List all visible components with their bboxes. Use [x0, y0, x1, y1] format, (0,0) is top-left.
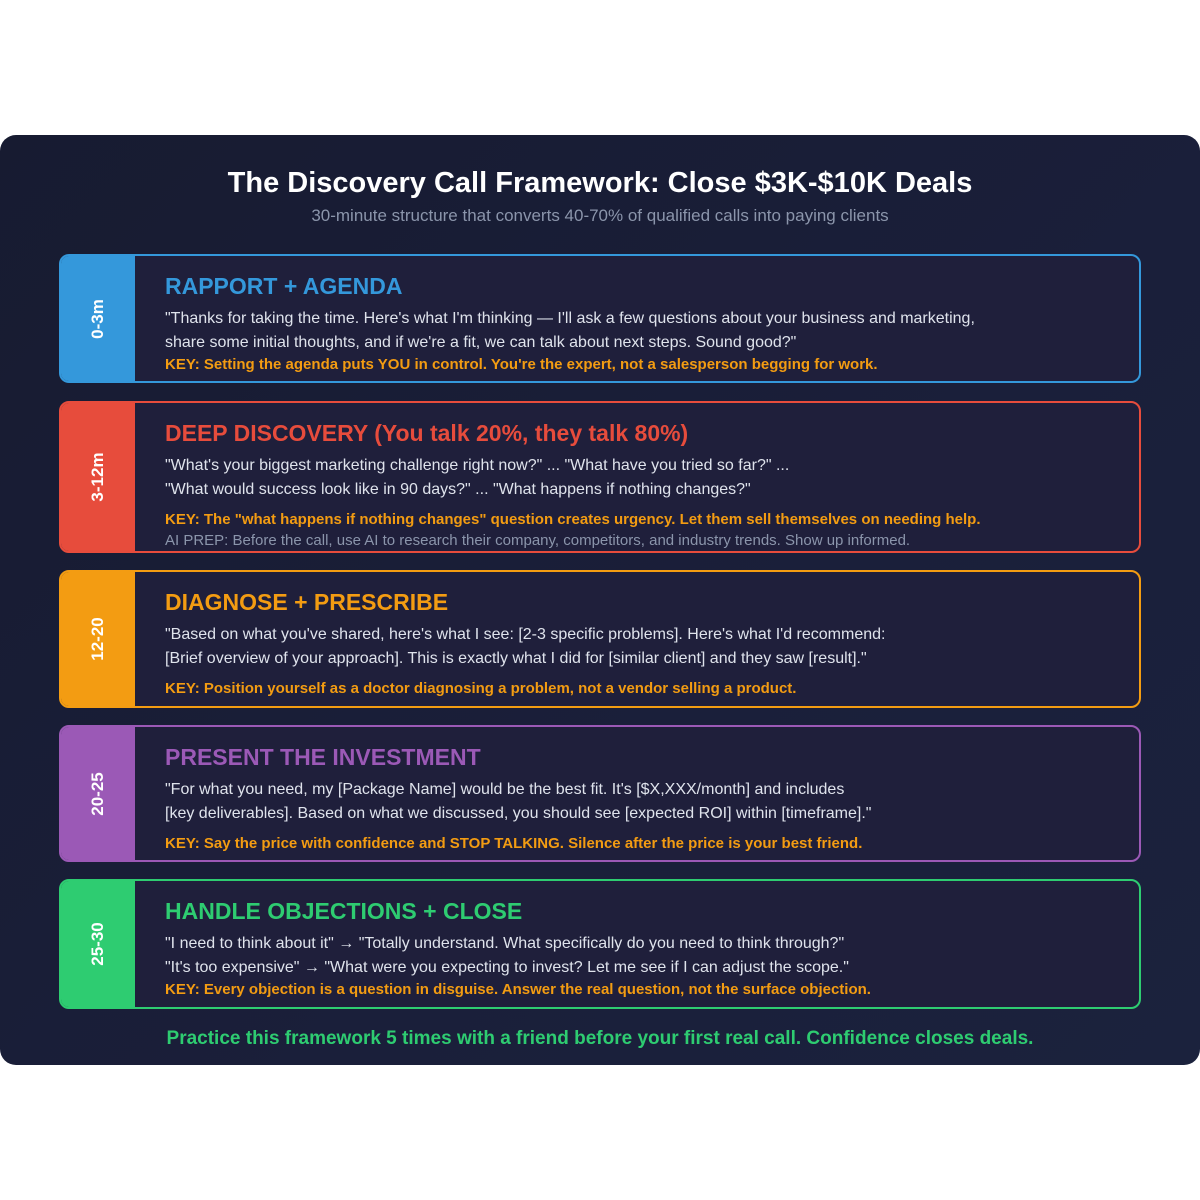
step-script: "Thanks for taking the time. Here's what I'm thinking — I'll ask a few questions about your business and marketing, share some initial thoughts, and if we're a fit, we can talk about next steps. Sound good?" — [165, 310, 975, 351]
time-tab — [61, 727, 135, 860]
step-script: "For what you need, my [Package Name] would be the best fit. It's [$X,XXX/month] and includes [key deliverables]. Based on what we discussed, you should see [expected ROI] within [timeframe]." — [165, 781, 872, 822]
time-tab — [61, 403, 135, 551]
step-title: DEEP DISCOVERY (You talk 20%, they talk 80%) — [165, 420, 689, 446]
page-subtitle: 30-minute structure that converts 40-70% of qualified calls into paying clients — [311, 206, 889, 225]
footer-note: Practice this framework 5 times with a friend before your first real call. Confidence closes deals. — [166, 1028, 1034, 1049]
time-label: 0-3m — [88, 298, 107, 339]
step-title: RAPPORT + AGENDA — [165, 273, 403, 299]
step-key: KEY: Say the price with confidence and STOP TALKING. Silence after the price is your best friend. — [165, 835, 863, 852]
ai-prep-note: AI PREP: Before the call, use AI to research their company, competitors, and industry trends. Show up informed. — [165, 532, 911, 549]
step-script: "What's your biggest marketing challenge right now?" ... "What have you tried so far?" ... "What would success look like in 90 days?" ... "What happens if nothing changes?" — [165, 457, 790, 498]
framework-card — [0, 135, 1200, 1065]
time-tab — [61, 256, 135, 381]
step-title: HANDLE OBJECTIONS + CLOSE — [165, 898, 523, 924]
time-label: 20-25 — [88, 771, 107, 816]
time-tab — [61, 572, 135, 706]
time-label: 25-30 — [88, 922, 107, 966]
page-title: The Discovery Call Framework: Close $3K-$10K Deals — [227, 167, 973, 199]
step-key: KEY: Position yourself as a doctor diagnosing a problem, not a vendor selling a product. — [165, 680, 797, 697]
time-label: 3-12m — [88, 452, 107, 502]
step-handle-objections — [59, 879, 1141, 1009]
step-present-investment — [59, 725, 1141, 862]
step-key: KEY: The "what happens if nothing changes" question creates urgency. Let them sell themselves on needing help. — [165, 511, 981, 528]
step-deep-discovery — [59, 401, 1141, 553]
time-tab — [61, 881, 135, 1007]
step-script: "Based on what you've shared, here's what I see: [2-3 specific problems]. Here's what I'd recommend: [Brief overview of your approach]. This is exactly what I did for [similar client] and they saw [result]." — [165, 626, 886, 667]
step-key: KEY: Setting the agenda puts YOU in control. You're the expert, not a salesperson begging for work. — [165, 356, 878, 373]
step-title: DIAGNOSE + PRESCRIBE — [165, 589, 449, 615]
step-script: "I need to think about it" → "Totally understand. What specifically do you need to think through?" "It's too expensive" → "What were you expecting to invest? Let me see if I can adjust the scope." — [165, 935, 849, 976]
step-rapport-agenda — [59, 254, 1141, 383]
time-label: 12-20 — [88, 617, 107, 661]
step-title: PRESENT THE INVESTMENT — [165, 744, 481, 770]
step-diagnose-prescribe — [59, 570, 1141, 708]
step-key: KEY: Every objection is a question in disguise. Answer the real question, not the surface objection. — [165, 981, 871, 998]
